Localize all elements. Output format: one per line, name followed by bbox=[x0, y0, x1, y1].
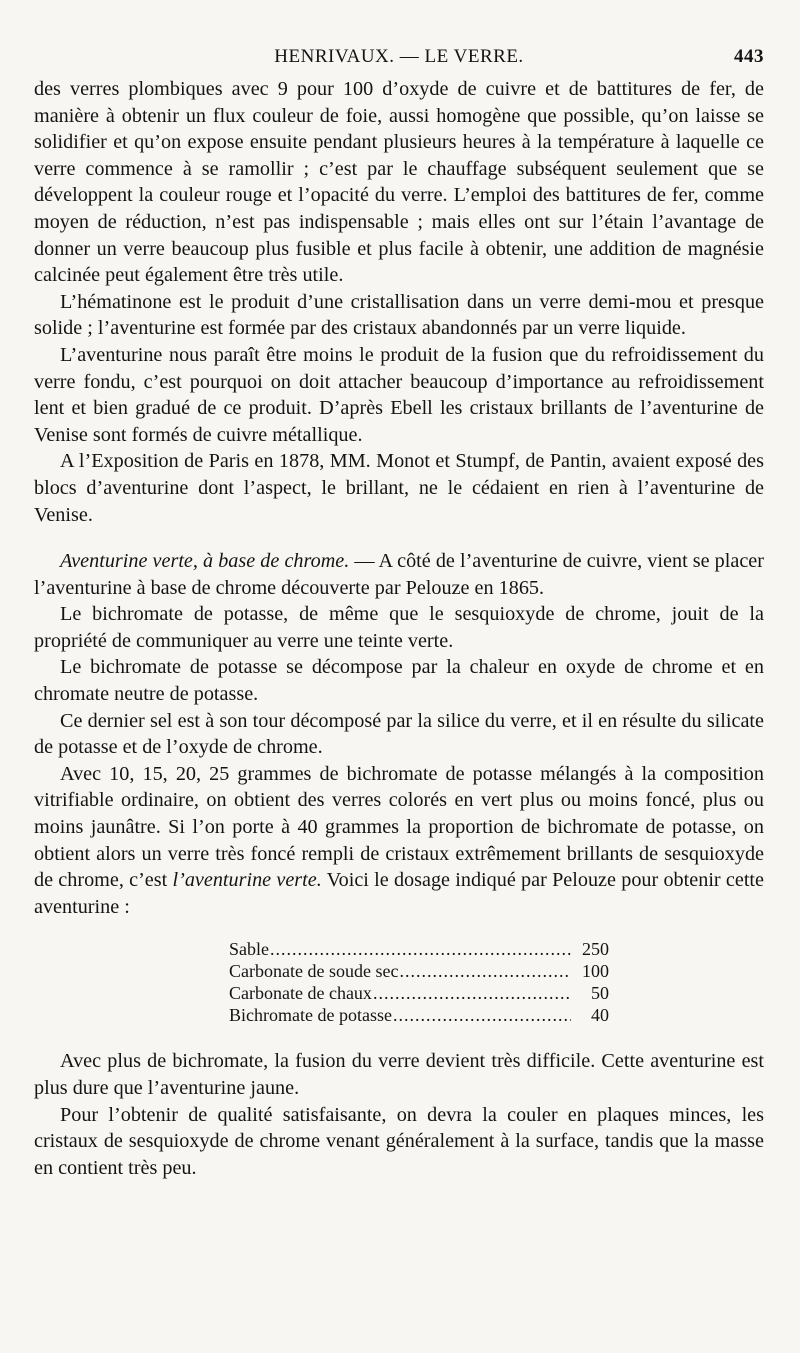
recipe-row bbox=[229, 1004, 609, 1026]
recipe-row bbox=[229, 982, 609, 1004]
dot-leader bbox=[393, 1004, 571, 1026]
section-heading-tail: — A côté de l’aventurine de cuivre, vient se placer l’aventurine à base de chrome découverte par Pelouze en 1865. bbox=[34, 550, 764, 599]
section-heading: Aventurine verte, à base de chrome. bbox=[60, 550, 350, 573]
section-paragraph bbox=[34, 548, 764, 601]
paragraph-text-tail: Voici le dosage indiqué par Pelouze pour obtenir cette aventurine : bbox=[34, 869, 764, 918]
paragraph: A l’Exposition de Paris en 1878, MM. Monot et Stumpf, de Pantin, avaient exposé des blocs d’aventurine dont l’aspect, le brillant, ne le cédaient en rien à l’aventurine de Venise. bbox=[34, 450, 764, 526]
recipe-ingredient: Carbonate de soude sec bbox=[229, 961, 399, 982]
recipe-quantity: 40 bbox=[591, 1005, 609, 1026]
paragraph bbox=[34, 761, 764, 921]
running-head bbox=[34, 46, 764, 76]
recipe-quantity: 250 bbox=[582, 939, 609, 960]
paragraph: Ce dernier sel est à son tour décomposé par la silice du verre, et il en résulte du silicate de potasse et de l’oxyde de chrome. bbox=[34, 709, 764, 759]
paragraph-text: Avec 10, 15, 20, 25 grammes de bichromate de potasse mélangés à la composition vitrifiable ordinaire, on obtient des verres colorés en vert plus ou moins foncé, plus ou moins jaunâtre. Si l’on porte à 40 grammes la proportion de bichromate de potasse, on obtient alors un verre très foncé rempli de cristaux extrêmement brillants de sesquioxyde de chrome, c’est bbox=[34, 762, 764, 892]
paragraph: des verres plombiques avec 9 pour 100 d’oxyde de cuivre et de battitures de fer, de manière à obtenir un flux couleur de foie, aussi homogène que possible, qu’on laisse se solidifier et qu’on expose ensuite pendant plusieurs heures à la température à laquelle ce verre commence à se ramollir ; c’est par le chauffage subséquent seulement que se développent la couleur rouge et l’opacité du verre. L’emploi des battitures de fer, comme moyen de réduction, n’est pas indispensable ; mais elles ont sur l’étain l’avantage de donner un verre beaucoup plus fusible et plus facile à obtenir, une addition de magnésie calcinée peut également être très utile. bbox=[34, 78, 764, 287]
recipe-ingredient: Bichromate de potasse bbox=[229, 1005, 392, 1026]
recipe-quantity: 50 bbox=[591, 983, 609, 1004]
emphasis-aventurine-verte: l’aventurine verte. bbox=[172, 869, 322, 892]
paragraph: Le bichromate de potasse se décompose par la chaleur en oxyde de chrome et en chromate neutre de potasse. bbox=[34, 656, 764, 706]
recipe-ingredient: Carbonate de chaux bbox=[229, 983, 372, 1004]
recipe-quantity: 100 bbox=[582, 961, 609, 982]
recipe-row bbox=[229, 938, 609, 960]
paragraph: Avec plus de bichromate, la fusion du verre devient très difficile. Cette aventurine est plus dure que l’aventurine jaune. bbox=[34, 1050, 764, 1099]
paragraph: Le bichromate de potasse, de même que le sesquioxyde de chrome, jouit de la propriété de communiquer au verre une teinte verte. bbox=[34, 603, 764, 652]
paragraph: Pour l’obtenir de qualité satisfaisante, on devra la couler en plaques minces, les cristaux de sesquioxyde de chrome venant généralement à la surface, tandis que la masse en contient très peu. bbox=[34, 1103, 764, 1179]
dot-leader bbox=[373, 982, 571, 1004]
dot-leader bbox=[399, 960, 571, 982]
recipe-table bbox=[229, 938, 609, 1026]
recipe-row bbox=[229, 960, 609, 982]
running-title: HENRIVAUX. — LE VERRE. bbox=[274, 46, 524, 67]
page-number: 443 bbox=[734, 46, 764, 67]
dot-leader bbox=[270, 938, 571, 960]
paragraph: L’aventurine nous paraît être moins le produit de la fusion que du refroidissement du verre fondu, c’est pourquoi on doit attacher beaucoup d’importance au refroidissement lent et bien gradué de ce produit. D’après Ebell les cristaux brillants de l’aventurine de Venise sont formés de cuivre métallique. bbox=[34, 343, 764, 446]
paragraph: L’hématinone est le produit d’une cristallisation dans un verre demi-mou et presque solide ; l’aventurine est formée par des cristaux abandonnés par un verre liquide. bbox=[34, 290, 764, 340]
recipe-ingredient: Sable bbox=[229, 939, 269, 960]
body-text bbox=[34, 76, 764, 1181]
